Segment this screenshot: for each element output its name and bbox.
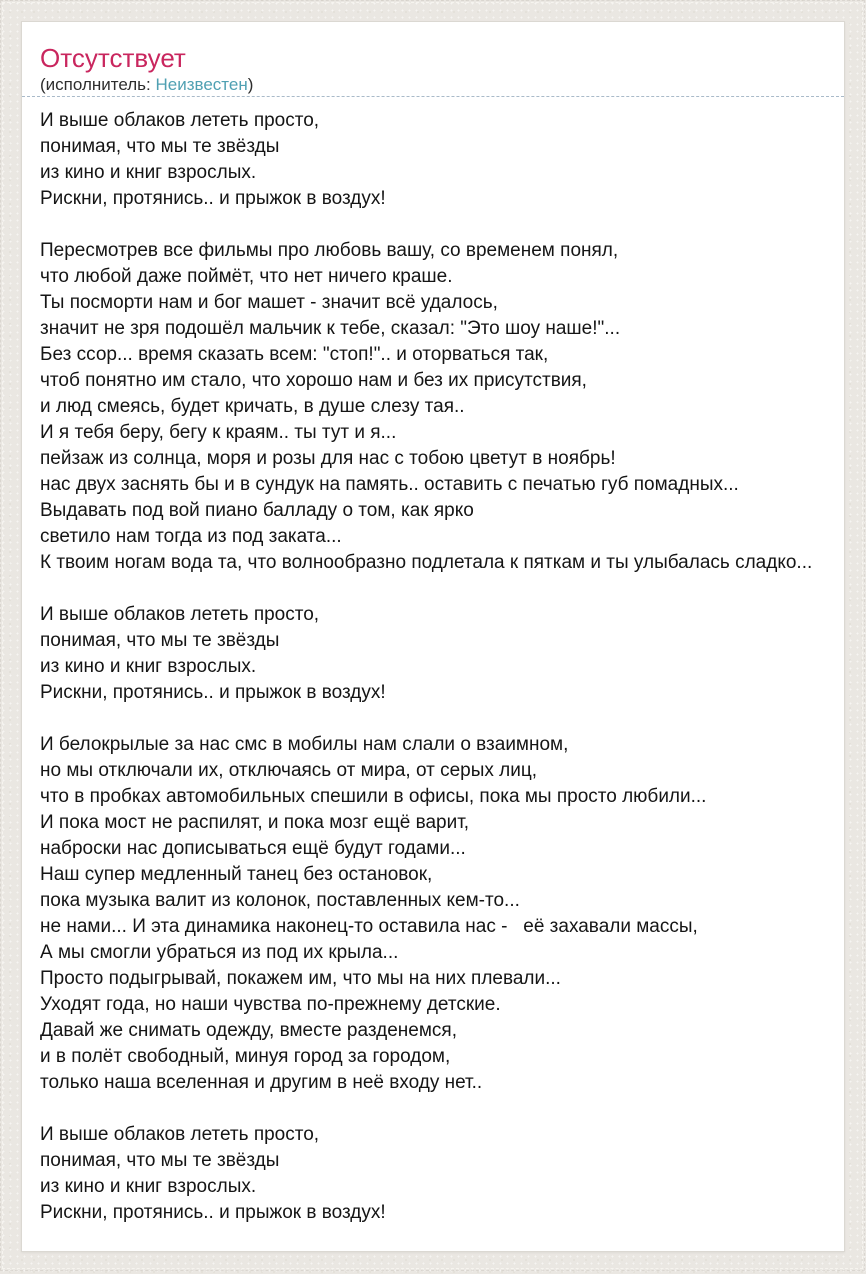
lyric-line: нас двух заснять бы и в сундук на память.. оставить с печатью губ помадных... bbox=[40, 474, 739, 495]
lyric-line: понимая, что мы те звёзды bbox=[40, 630, 280, 651]
lyric-line: Без ссор... время сказать всем: "стоп!".. и оторваться так, bbox=[40, 344, 549, 365]
lyric-line: наброски нас дописываться ещё будут годами... bbox=[40, 838, 466, 859]
lyric-line: И выше облаков лететь просто, bbox=[40, 1124, 320, 1145]
lyric-line: из кино и книг взрослых. bbox=[40, 1176, 257, 1197]
lyric-line: Пересмотрев все фильмы про любовь вашу, со временем понял, bbox=[40, 240, 619, 261]
lyric-line: К твоим ногам вода та, что волнообразно подлетала к пяткам и ты улыбалась сладко... bbox=[40, 552, 813, 573]
lyric-line: И выше облаков лететь просто, bbox=[40, 604, 320, 625]
lyric-line: Наш супер медленный танец без остановок, bbox=[40, 864, 433, 885]
lyric-line: Давай же снимать одежду, вместе разденемся, bbox=[40, 1020, 457, 1041]
lyric-line: но мы отключали их, отключаясь от мира, от серых лиц, bbox=[40, 760, 538, 781]
lyric-line: чтоб понятно им стало, что хорошо нам и без их присутствия, bbox=[40, 370, 587, 391]
lyric-line: Уходят года, но наши чувства по-прежнему детские. bbox=[40, 994, 501, 1015]
song-title: Отсутствует bbox=[40, 43, 186, 73]
lyric-line: что любой даже поймёт, что нет ничего краше. bbox=[40, 266, 453, 287]
lyric-line: и в полёт свободный, минуя город за городом, bbox=[40, 1046, 451, 1067]
lyric-line: И выше облаков лететь просто, bbox=[40, 110, 320, 131]
lyric-line: И белокрылые за нас смс в мобилы нам слали о взаимном, bbox=[40, 734, 569, 755]
lyric-line: только наша вселенная и другим в неё входу нет.. bbox=[40, 1072, 483, 1093]
artist-line bbox=[40, 74, 826, 96]
stanza bbox=[40, 238, 844, 576]
stanza bbox=[40, 108, 844, 212]
artist-label-suffix: ) bbox=[247, 75, 254, 94]
lyric-line: Рискни, протянись.. и прыжок в воздух! bbox=[40, 682, 386, 703]
lyric-line: из кино и книг взрослых. bbox=[40, 162, 257, 183]
lyric-line: значит не зря подошёл мальчик к тебе, сказал: "Это шоу наше!"... bbox=[40, 318, 621, 339]
lyric-line: пейзаж из солнца, моря и розы для нас с тобою цветут в ноябрь! bbox=[40, 448, 616, 469]
lyric-line: и люд смеясь, будет кричать, в душе слезу тая.. bbox=[40, 396, 465, 417]
artist-link[interactable]: Неизвестен bbox=[155, 75, 248, 94]
song-header bbox=[22, 22, 844, 97]
lyric-line: светило нам тогда из под заката... bbox=[40, 526, 342, 547]
lyric-line: И я тебя беру, бегу к краям.. ты тут и я... bbox=[40, 422, 397, 443]
lyric-line: понимая, что мы те звёзды bbox=[40, 136, 280, 157]
lyric-line: Выдавать под вой пиано балладу о том, как ярко bbox=[40, 500, 474, 521]
lyric-line: не нами... И эта динамика наконец-то оставила нас - её захавали массы, bbox=[40, 916, 698, 937]
stanza bbox=[40, 1122, 844, 1226]
lyric-line: из кино и книг взрослых. bbox=[40, 656, 257, 677]
lyrics-block bbox=[22, 108, 844, 1226]
lyric-line: Ты посморти нам и бог машет - значит всё удалось, bbox=[40, 292, 498, 313]
lyric-line: пока музыка валит из колонок, поставленных кем-то... bbox=[40, 890, 520, 911]
stanza bbox=[40, 602, 844, 706]
artist-label-prefix: (исполнитель: bbox=[40, 75, 156, 94]
lyric-line: Рискни, протянись.. и прыжок в воздух! bbox=[40, 188, 386, 209]
lyric-line: Просто подыгрывай, покажем им, что мы на них плевали... bbox=[40, 968, 561, 989]
lyrics-card bbox=[21, 21, 845, 1252]
lyric-line: Рискни, протянись.. и прыжок в воздух! bbox=[40, 1202, 386, 1223]
lyric-line: что в пробках автомобильных спешили в офисы, пока мы просто любили... bbox=[40, 786, 707, 807]
lyric-line: А мы смогли убраться из под их крыла... bbox=[40, 942, 399, 963]
lyric-line: понимая, что мы те звёзды bbox=[40, 1150, 280, 1171]
stanza bbox=[40, 732, 844, 1096]
lyric-line: И пока мост не распилят, и пока мозг ещё варит, bbox=[40, 812, 470, 833]
